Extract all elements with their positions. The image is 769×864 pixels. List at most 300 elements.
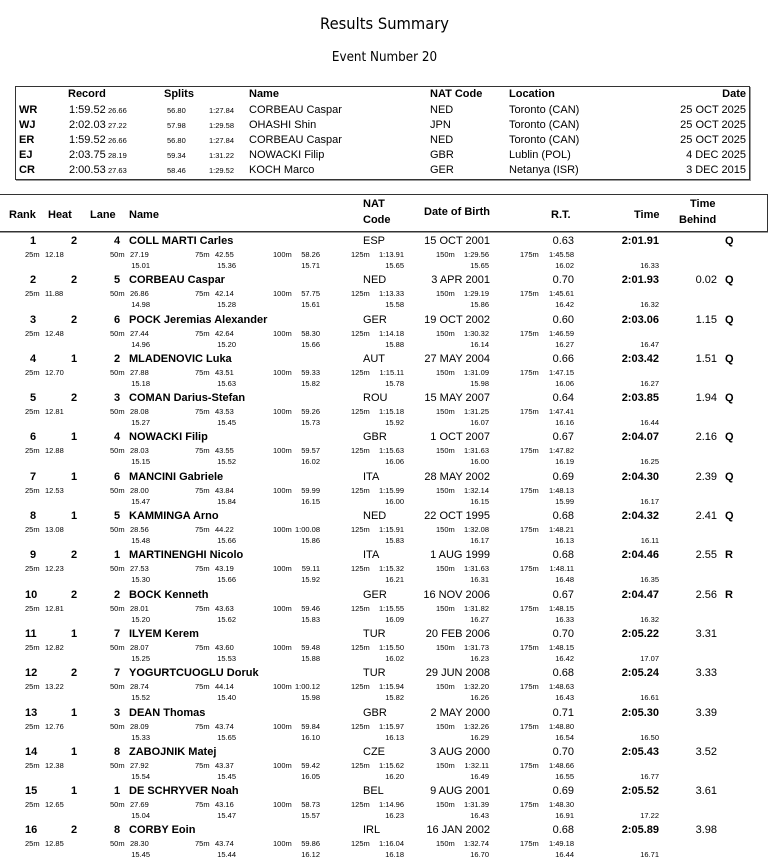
swimmer-name: MANCINI Gabriele [129,470,224,483]
reaction-time: 0.69 [552,785,574,798]
split-lap: 15.36 [217,261,236,270]
time-behind: 3.98 [695,824,717,837]
time-behind: 3.33 [695,667,717,680]
split-label: 75m [195,328,210,338]
split-label: 125m [351,485,370,495]
split-label: 50m [110,800,125,810]
split-cumulative: 1:15.11 [379,367,404,377]
reaction-time: 0.68 [552,824,574,837]
nat-code: GER [363,588,387,601]
split-cumulative: 27.69 [130,800,149,810]
split-cumulative: 26.86 [130,289,149,299]
record-code: EJ [19,149,33,161]
split-lap: 15.98 [470,378,489,388]
split-label: 175m [520,367,539,377]
date-of-birth: 15 OCT 2001 [424,235,490,247]
split-cumulative: 1:15.62 [378,760,404,770]
reaction-time: 0.60 [552,313,574,326]
split-cumulative: 1:15.63 [378,446,404,456]
record-split: 28.19 [108,151,127,160]
final-time: 2:04.32 [621,510,659,523]
final-time: 2:05.24 [621,667,659,680]
split-cumulative: 1:30.32 [463,328,489,338]
split-lap: 16.27 [555,339,574,349]
split-label: 75m [195,446,210,456]
time-behind: 2.56 [695,588,717,601]
split-cumulative: 43.74 [215,839,234,849]
date-of-birth: 2 MAY 2000 [430,706,490,719]
split-cumulative: 12.76 [45,721,64,731]
split-label: 150m [436,485,455,495]
heat: 1 [71,352,78,365]
result-row [0,823,769,862]
split-lap: 16.18 [385,850,404,860]
split-cumulative: 1:00.08 [294,525,320,535]
final-time: 2:03.85 [621,392,659,405]
record-split: 58.46 [167,166,186,175]
result-row [0,784,769,823]
result-row [0,588,769,627]
reaction-time: 0.67 [552,431,574,444]
split-lap: 16.06 [385,457,404,467]
split-cumulative: 43.84 [215,485,234,495]
rank: 7 [30,470,37,483]
split-lap: 15.52 [217,457,236,467]
split-lap: 15.45 [217,771,236,781]
final-time: 2:01.93 [621,274,659,287]
split-cumulative: 1:32.08 [463,525,489,535]
split-cumulative: 1:48.80 [548,721,574,731]
record-holder-name: KOCH Marco [249,164,315,176]
rank: 8 [30,510,37,523]
reaction-time: 0.66 [552,352,574,365]
split-lap: 15.27 [131,418,150,428]
split-label: 125m [351,407,370,417]
split-lap: 15.83 [385,536,404,546]
lane: 5 [114,510,121,523]
split-lap: 16.15 [470,496,489,506]
record-time: 2:03.75 [69,149,106,161]
qualification-status: Q [725,510,734,523]
split-cumulative: 28.08 [130,407,149,417]
split-lap: 16.50 [640,732,659,742]
split-cumulative: 43.74 [215,721,234,731]
date-of-birth: 1 AUG 1999 [430,549,490,562]
split-lap: 15.28 [217,300,236,310]
split-label: 150m [436,407,455,417]
split-cumulative: 13.22 [45,682,64,692]
split-cumulative: 1:48.21 [548,525,574,535]
swimmer-name: ZABOJNIK Matej [129,745,217,758]
split-cumulative: 59.57 [301,446,320,456]
split-cumulative: 1:31.25 [463,407,489,417]
split-lap: 16.02 [385,653,404,663]
split-label: 50m [110,839,125,849]
split-label: 25m [25,328,40,338]
split-lap: 15.86 [301,536,320,546]
swimmer-name: CORBEAU Caspar [129,274,225,287]
split-label: 25m [25,367,40,377]
record-split: 1:29.58 [209,121,235,130]
split-cumulative: 59.99 [301,485,320,495]
final-time: 2:04.30 [621,470,659,483]
split-label: 75m [195,800,210,810]
split-label: 125m [351,525,370,535]
split-lap: 15.82 [301,378,320,388]
split-cumulative: 59.11 [301,564,320,574]
split-label: 75m [195,485,210,495]
split-cumulative: 59.46 [301,603,320,613]
split-cumulative: 1:00.12 [294,682,320,692]
split-lap: 15.63 [217,378,236,388]
result-row [0,548,769,587]
split-lap: 16.35 [640,575,659,585]
split-lap: 16.00 [385,496,404,506]
split-cumulative: 1:15.99 [378,485,404,495]
split-lap: 16.42 [555,653,574,663]
split-cumulative: 59.33 [301,367,320,377]
split-lap: 15.71 [301,261,320,270]
record-split: 57.98 [167,121,186,130]
split-cumulative: 28.00 [130,485,149,495]
split-label: 150m [436,760,455,770]
split-cumulative: 12.53 [45,485,64,495]
split-label: 100m [273,328,292,338]
split-lap: 16.13 [555,536,574,546]
record-time: 1:59.52 [69,134,106,146]
split-label: 150m [436,682,455,692]
split-label: 175m [520,525,539,535]
final-time: 2:04.47 [621,588,659,601]
split-cumulative: 12.70 [45,367,64,377]
split-cumulative: 27.92 [130,760,149,770]
record-date: 25 OCT 2025 [680,104,746,116]
qualification-status: Q [725,470,734,483]
record-split: 1:29.52 [209,166,235,175]
split-cumulative: 59.84 [301,721,320,731]
split-cumulative: 1:47.82 [548,446,574,456]
date-of-birth: 19 OCT 2002 [424,313,490,326]
record-split: 26.66 [108,106,127,115]
split-lap: 15.48 [131,536,150,546]
nat-code: ESP [363,235,386,247]
lane: 4 [114,235,121,247]
date-of-birth: 22 OCT 1995 [424,510,490,523]
split-lap: 17.07 [640,653,659,663]
split-label: 100m [273,682,292,692]
rank: 10 [25,588,38,601]
split-lap: 15.20 [217,339,236,349]
header-lane: Lane [90,209,116,221]
split-lap: 16.16 [555,418,574,428]
split-lap: 16.44 [555,850,574,860]
result-row [0,706,769,745]
split-cumulative: 12.81 [45,407,64,417]
split-label: 175m [520,564,539,574]
nat-code: BEL [363,785,384,798]
split-cumulative: 27.19 [130,250,149,259]
time-behind: 2.41 [695,510,717,523]
record-split: 27.22 [108,121,127,130]
split-label: 50m [110,446,125,456]
split-cumulative: 1:48.30 [548,800,574,810]
split-lap: 15.86 [470,300,489,310]
rank: 16 [25,824,38,837]
split-label: 75m [195,250,210,259]
split-label: 75m [195,839,210,849]
split-label: 125m [351,250,370,259]
rank: 2 [30,274,37,287]
split-label: 150m [436,642,455,652]
split-lap: 16.27 [640,378,659,388]
nat-code: ITA [363,549,380,562]
final-time: 2:03.06 [621,313,659,326]
split-cumulative: 28.07 [130,642,149,652]
records-header-nat: NAT Code [430,88,483,100]
page-title: Results Summary [320,14,449,33]
split-cumulative: 1:29.56 [463,250,489,259]
nat-code: IRL [363,824,381,837]
time-behind: 1.15 [695,313,717,326]
split-cumulative: 1:32.26 [463,721,489,731]
split-cumulative: 43.51 [215,367,234,377]
split-cumulative: 1:49.18 [548,839,574,849]
time-behind: 2.16 [695,431,717,444]
split-lap: 16.19 [555,457,574,467]
split-label: 100m [273,603,292,613]
split-lap: 16.44 [640,418,659,428]
record-time: 2:00.53 [69,164,106,176]
split-lap: 16.26 [470,693,489,703]
split-lap: 16.27 [470,614,489,624]
split-label: 100m [273,721,292,731]
time-behind: 3.52 [695,745,717,758]
split-label: 175m [520,760,539,770]
lane: 2 [114,588,121,601]
split-cumulative: 1:15.94 [378,682,404,692]
split-label: 175m [520,800,539,810]
final-time: 2:04.07 [621,431,659,444]
result-row [0,627,769,666]
reaction-time: 0.70 [552,274,574,287]
split-label: 125m [351,839,370,849]
rank: 1 [30,235,37,247]
record-code: WR [19,104,38,116]
qualification-status: Q [725,274,734,287]
nat-code: NED [363,274,387,287]
split-lap: 16.70 [470,850,489,860]
reaction-time: 0.68 [552,549,574,562]
record-split: 56.80 [167,106,186,115]
split-label: 100m [273,367,292,377]
split-label: 50m [110,328,125,338]
split-label: 50m [110,564,125,574]
split-label: 150m [436,839,455,849]
split-label: 75m [195,407,210,417]
split-lap: 16.12 [301,850,320,860]
swimmer-name: DEAN Thomas [129,706,206,719]
split-lap: 15.98 [301,693,320,703]
split-lap: 15.20 [131,614,150,624]
split-cumulative: 1:47.15 [548,367,574,377]
time-behind: 2.39 [695,470,717,483]
split-label: 50m [110,367,125,377]
split-label: 175m [520,446,539,456]
record-nat-code: NED [430,104,454,116]
split-cumulative: 28.01 [130,603,149,613]
lane: 6 [114,313,121,326]
split-cumulative: 27.88 [130,367,149,377]
swimmer-name: NOWACKI Filip [129,431,208,444]
reaction-time: 0.68 [552,667,574,680]
record-holder-name: CORBEAU Caspar [249,134,342,146]
record-split: 26.66 [108,136,127,145]
split-label: 125m [351,603,370,613]
nat-code: TUR [363,627,386,640]
split-cumulative: 28.56 [130,525,149,535]
split-lap: 16.54 [555,732,574,742]
split-lap: 16.23 [470,653,489,663]
split-label: 25m [25,525,40,535]
time-behind: 2.55 [695,549,717,562]
split-lap: 16.17 [470,536,489,546]
split-lap: 16.49 [470,771,489,781]
rank: 12 [25,667,38,680]
swimmer-name: YOGURTCUOGLU Doruk [129,667,259,680]
split-label: 100m [273,485,292,495]
record-holder-name: NOWACKI Filip [249,149,325,161]
split-label: 75m [195,289,210,299]
split-label: 100m [273,250,292,259]
split-lap: 15.52 [131,693,150,703]
split-label: 175m [520,407,539,417]
heat: 2 [71,667,78,680]
split-cumulative: 44.22 [215,525,234,535]
lane: 3 [114,706,121,719]
split-lap: 16.13 [385,732,404,742]
record-time: 1:59.52 [69,104,106,116]
split-cumulative: 12.88 [45,446,64,456]
split-cumulative: 12.85 [45,839,64,849]
split-label: 125m [351,328,370,338]
split-cumulative: 28.74 [130,682,149,692]
swimmer-name: BOCK Kenneth [129,588,209,601]
final-time: 2:05.52 [621,785,659,798]
rank: 13 [25,706,38,719]
split-cumulative: 1:29.19 [463,289,489,299]
date-of-birth: 3 APR 2001 [431,274,490,287]
split-cumulative: 1:48.66 [548,760,574,770]
qualification-status: Q [725,431,734,444]
split-lap: 15.01 [131,261,150,270]
lane: 4 [114,431,121,444]
split-cumulative: 1:15.55 [378,603,404,613]
split-label: 50m [110,642,125,652]
record-location: Netanya (ISR) [509,164,579,176]
split-cumulative: 1:32.11 [464,760,489,770]
record-date: 4 DEC 2025 [686,149,746,161]
split-label: 50m [110,721,125,731]
time-behind: 1.94 [695,392,717,405]
split-label: 75m [195,642,210,652]
qualification-status: Q [725,352,734,365]
lane: 7 [114,667,121,680]
swimmer-name: COMAN Darius-Stefan [129,392,246,405]
split-lap: 15.45 [217,418,236,428]
split-cumulative: 42.14 [215,289,234,299]
split-lap: 16.02 [301,457,320,467]
split-cumulative: 11.88 [45,289,64,299]
split-lap: 15.47 [131,496,150,506]
swimmer-name: CORBY Eoin [129,824,196,837]
split-cumulative: 1:31.09 [463,367,489,377]
split-label: 75m [195,367,210,377]
nat-code: ITA [363,470,380,483]
split-lap: 16.33 [640,261,659,270]
qualification-status: Q [725,235,734,247]
split-lap: 15.65 [385,261,404,270]
header-nat: NAT [363,198,385,210]
split-label: 175m [520,250,539,259]
split-lap: 15.18 [131,378,150,388]
nat-code: ROU [363,392,388,405]
time-behind: 3.31 [695,627,717,640]
reaction-time: 0.70 [552,627,574,640]
split-cumulative: 44.14 [215,682,234,692]
split-cumulative: 1:15.32 [378,564,404,574]
nat-code: CZE [363,745,385,758]
split-label: 50m [110,485,125,495]
record-code: ER [19,134,35,146]
split-lap: 14.98 [131,300,150,310]
record-split: 27.63 [108,166,127,175]
date-of-birth: 16 JAN 2002 [426,824,490,837]
split-label: 25m [25,839,40,849]
split-label: 100m [273,446,292,456]
split-lap: 15.40 [217,693,236,703]
split-lap: 15.57 [301,811,320,821]
split-cumulative: 43.19 [215,564,234,574]
record-split: 1:31.22 [209,151,235,160]
split-lap: 16.14 [470,339,489,349]
split-label: 150m [436,446,455,456]
split-label: 25m [25,760,40,770]
nat-code: AUT [363,352,385,365]
split-label: 150m [436,525,455,535]
reaction-time: 0.68 [552,510,574,523]
split-lap: 15.65 [470,261,489,270]
split-label: 150m [436,721,455,731]
result-row [0,430,769,469]
split-cumulative: 1:14.18 [378,328,404,338]
record-location: Toronto (CAN) [509,134,580,146]
split-lap: 16.31 [470,575,489,585]
heat: 1 [71,706,78,719]
split-cumulative: 43.63 [215,603,234,613]
header-rt: R.T. [551,209,571,221]
result-row [0,313,769,352]
split-lap: 16.20 [385,771,404,781]
rank: 4 [30,352,37,365]
time-behind: 0.02 [695,274,717,287]
nat-code: NED [363,510,387,523]
split-cumulative: 28.30 [130,839,149,849]
split-label: 100m [273,760,292,770]
swimmer-name: DE SCHRYVER Noah [129,785,239,798]
split-cumulative: 43.37 [215,760,234,770]
split-cumulative: 1:32.74 [463,839,489,849]
split-cumulative: 27.44 [130,328,149,338]
